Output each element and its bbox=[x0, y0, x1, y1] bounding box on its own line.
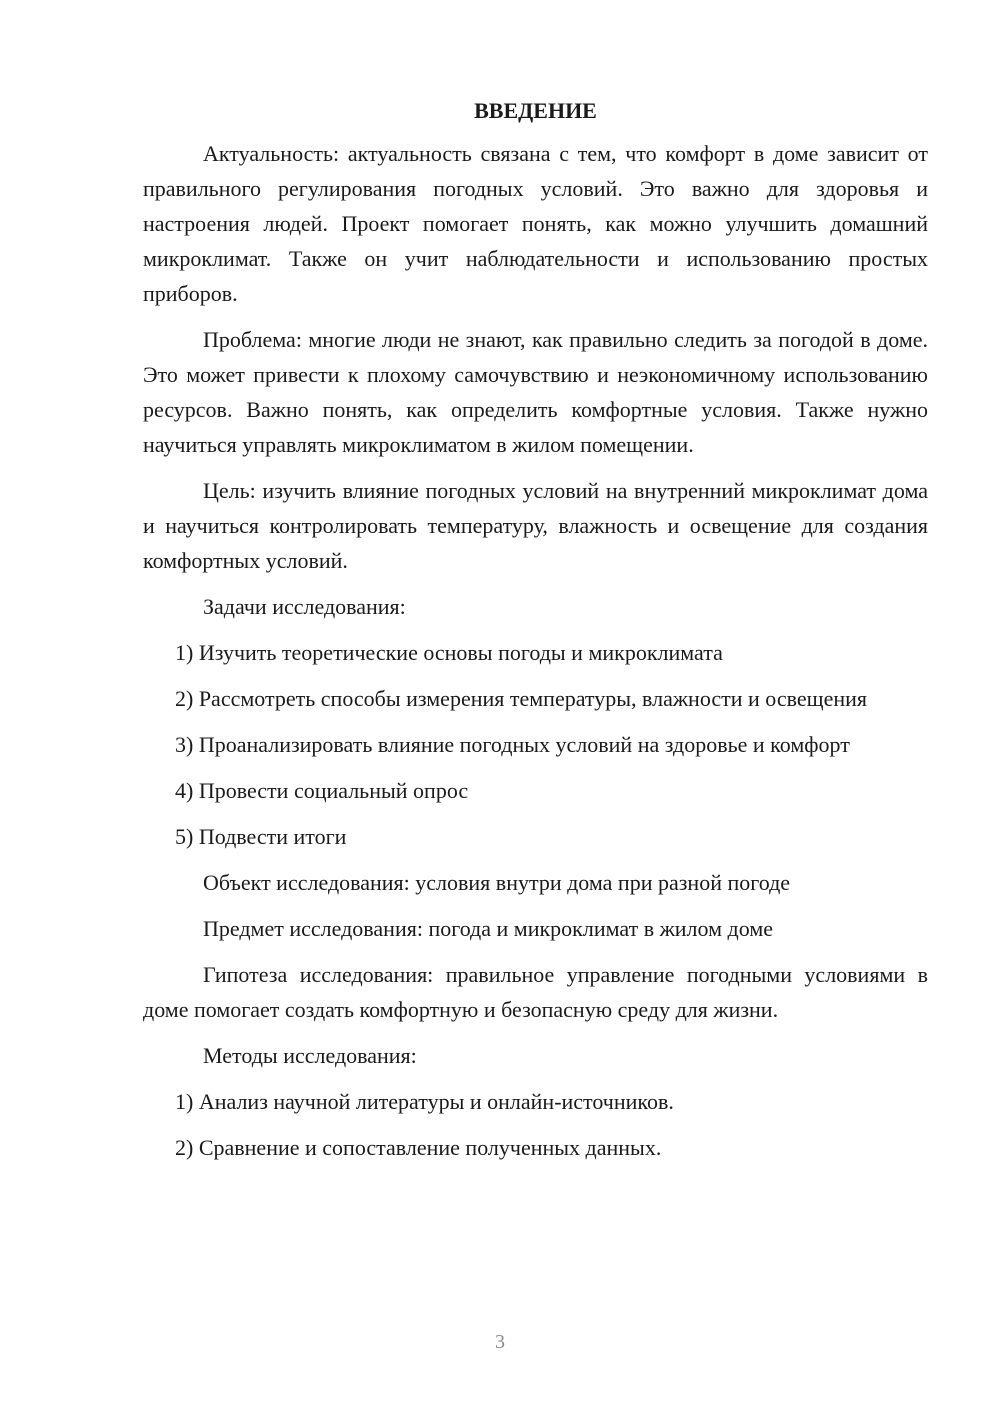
paragraph-object: Объект исследования: условия внутри дома при разной погоде bbox=[203, 870, 791, 895]
task-item: 5) Подвести итоги bbox=[175, 824, 347, 849]
task-item: 3) Проанализировать влияние погодных условий на здоровье и комфорт bbox=[175, 732, 850, 757]
task-item: 4) Провести социальный опрос bbox=[175, 778, 469, 803]
method-item: 2) Сравнение и сопоставление полученных данных. bbox=[175, 1135, 662, 1160]
paragraph-problem: Проблема: многие люди не знают, как правильно следить за погодой в доме. Это может привести к плохому самочувствию и неэкономичному использованию ресурсов. Важно понять, как определить комфортные условия. Также нужно научиться управлять микроклиматом в жилом помещении. bbox=[143, 327, 928, 457]
paragraph-subject: Предмет исследования: погода и микроклимат в жилом доме bbox=[203, 916, 774, 941]
page-number: 3 bbox=[495, 1331, 505, 1353]
method-item: 1) Анализ научной литературы и онлайн-источников. bbox=[175, 1089, 674, 1114]
paragraph-relevance: Актуальность: актуальность связана с тем, что комфорт в доме зависит от правильного регулирования погодных условий. Это важно для здоровья и настроения людей. Проект помогает понять, как можно улучшить домашний микроклимат. Также он учит наблюдательности и использованию простых приборов. bbox=[143, 141, 928, 306]
tasks-heading: Задачи исследования: bbox=[203, 594, 406, 619]
task-item: 1) Изучить теоретические основы погоды и микроклимата bbox=[175, 640, 723, 665]
page-title: ВВЕДЕНИЕ bbox=[474, 98, 597, 123]
paragraph-goal: Цель: изучить влияние погодных условий на внутренний микроклимат дома и научиться контролировать температуру, влажность и освещение для создания комфортных условий. bbox=[143, 478, 928, 573]
task-item: 2) Рассмотреть способы измерения температуры, влажности и освещения bbox=[175, 686, 868, 711]
methods-heading: Методы исследования: bbox=[203, 1043, 417, 1068]
paragraph-hypothesis: Гипотеза исследования: правильное управление погодными условиями в доме помогает создать комфортную и безопасную среду для жизни. bbox=[143, 962, 928, 1022]
